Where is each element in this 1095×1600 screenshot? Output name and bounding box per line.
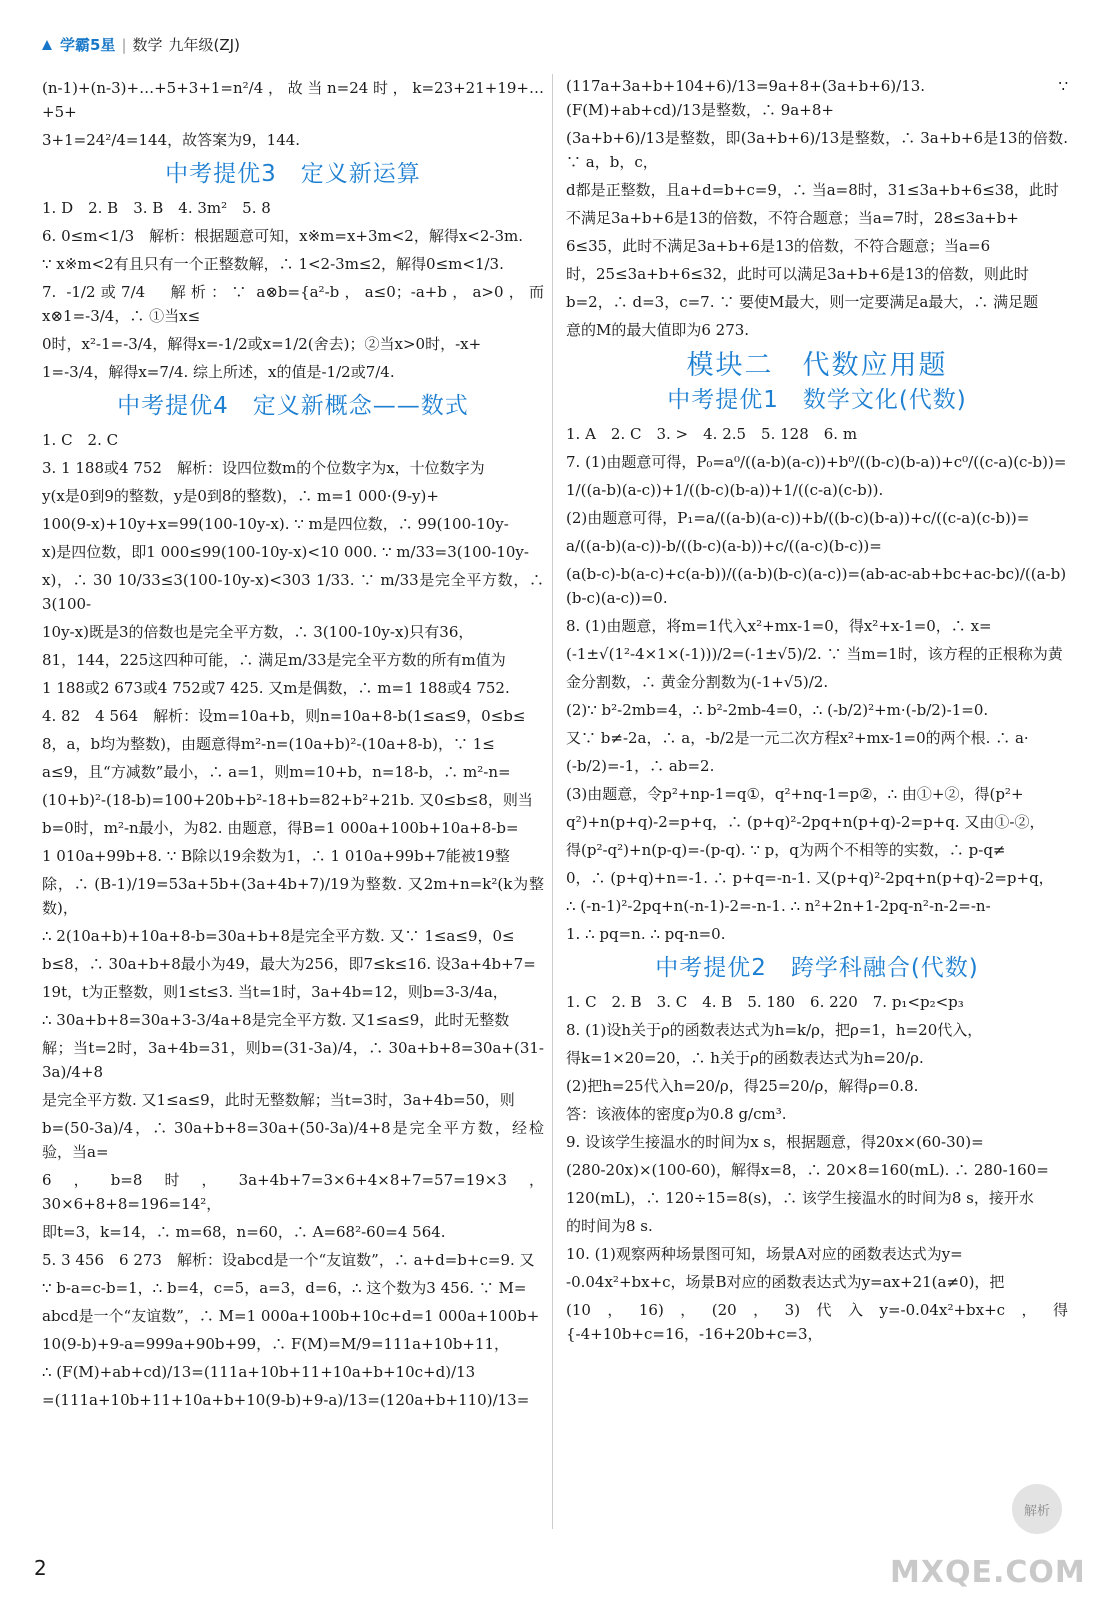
m1-answers: 1. A 2. C 3. > 4. 2.5 5. 128 6. m — [566, 425, 858, 443]
r-line-3: d都是正整数，且a+d=b+c=9，∴ 当a=8时，31≤3a+b+6≤38，此时 — [566, 181, 1059, 199]
r-line-5: 6≤35，此时不满足3a+b+6是13的倍数，不符合题意；当a=6 — [566, 237, 991, 255]
m1-q7-line-3: (2)由题意可得，P₁=a/((a-b)(a-c))+b/((b-c)(b-a))+c/((c-a)(c-b))= — [566, 509, 1030, 527]
m1-q7-line-2: 1/((a-b)(a-c))+1/((b-c)(b-a))+1/((c-a)(c-b)). — [566, 481, 884, 499]
r-line-4: 不满足3a+b+6是13的倍数，不符合题意；当a=7时，28≤3a+b+ — [566, 209, 1019, 227]
s4-q5-line-2: ∵ b-a=c-b=1，∴ b=4，c=5，a=3，d=6，∴ 这个数为3 456. ∵ M= — [42, 1279, 527, 1297]
s4-q4-line-12: 解；当t=2时，3a+4b=31，则b=(31-3a)/4，∴ 30a+b+8=30a+(31-3a)/4+8 — [42, 1039, 544, 1081]
m2-q10-line-2: -0.04x²+bx+c，场景B对应的函数表达式为y=ax+21(a≠0)，把 — [566, 1273, 1005, 1291]
s4-q3-line-6: 10y-x)既是3的倍数也是完全平方数，∴ 3(100-10y-x)只有36， — [42, 623, 474, 641]
answer-stamp: 解析 — [1012, 1484, 1062, 1534]
s4-q3-line-4: x)是四位数，即1 000≤99(100-10y-x)<10 000. ∵ m/33=3(100-10y- — [42, 543, 529, 561]
s4-q4-line-5: b=0时，m²-n最小，为82. 由题意，得B=1 000a+100b+10a+8-b= — [42, 819, 519, 837]
m2-q10-line-1: 10. (1)观察两种场景图可知，场景A对应的函数表达式为y= — [566, 1245, 963, 1263]
s4-q4-line-6: 1 010a+99b+8. ∵ B除以19余数为1，∴ 1 010a+99b+7能被19整 — [42, 847, 510, 865]
s4-answers: 1. C 2. C — [42, 431, 119, 449]
grade-label: 九年级(ZJ) — [168, 36, 240, 54]
column-divider — [552, 74, 553, 1529]
m1-q8-line-6: (-b/2)=-1，∴ ab=2. — [566, 757, 715, 775]
m1-q8-line-3: 金分割数，∴ 黄金分割数为(-1+√5)/2. — [566, 673, 829, 691]
s4-q4-line-13: 是完全平方数. 又1≤a≤9，此时无整数解；当t=3时，3a+4b=50，则 — [42, 1091, 515, 1109]
s3-q7-line-3: 1=-3/4，解得x=7/4. 综上所述，x的值是-1/2或7/4. — [42, 363, 395, 381]
s4-q4-line-8: ∴ 2(10a+b)+10a+8-b=30a+b+8是完全平方数. 又∵ 1≤a≤9，0≤ — [42, 927, 515, 945]
header-separator: | — [121, 35, 127, 54]
s4-q4-line-11: ∴ 30a+b+8=30a+3-3/4a+8是完全平方数. 又1≤a≤9，此时无整数 — [42, 1011, 510, 1029]
m1-q8-line-2: (-1±√(1²-4×1×(-1)))/2=(-1±√5)/2. ∵ 当m=1时，该方程的正根称为黄 — [566, 645, 1063, 663]
section-title-m2: 中考提优2 跨学科融合(代数) — [655, 955, 979, 981]
s4-q5-line-6: =(111a+10b+11+10a+b+10(9-b)+9-a)/13=(120a+b+110)/13= — [42, 1391, 530, 1409]
m1-q8-line-5: 又∵ b≠-2a，∴ a，-b/2是一元二次方程x²+mx-1=0的两个根. ∴ a· — [566, 729, 1029, 747]
page-number: 2 — [34, 1556, 47, 1580]
s4-q4-line-10: 19t，t为正整数，则1≤t≤3. 当t=1时，3a+4b=12，则b=3-3/4a， — [42, 983, 508, 1001]
s3-q7-line-1: 7. -1/2或7/4 解析：∵ a⊗b={a²-b，a≤0；-a+b，a>0，而x⊗1=-3/4，∴ ①当x≤ — [42, 283, 544, 325]
brand-name: 学霸5星 — [60, 36, 116, 54]
m2-q8-line-1: 8. (1)设h关于ρ的函数表达式为h=k/ρ，把ρ=1，h=20代入， — [566, 1021, 983, 1039]
brand-logo-icon — [40, 38, 54, 52]
site-watermark: MXQE.COM — [890, 1555, 1086, 1590]
s4-q4-line-15: 6，b=8时，3a+4b+7=3×6+4×8+7=57=19×3，30×6+8+8=196=14²， — [42, 1171, 544, 1213]
s4-q4-line-1: 4. 82 4 564 解析：设m=10a+b，则n=10a+8-b(1≤a≤9，0≤b≤ — [42, 707, 526, 725]
m2-q9-line-4: 的时间为8 s. — [566, 1217, 653, 1235]
s4-q4-line-7: 除，∴ (B-1)/19=53a+5b+(3a+4b+7)/19为整数. 又2m+n=k²(k为整数)， — [42, 875, 544, 917]
m1-q7-line-5: (a(b-c)-b(a-c)+c(a-b))/((a-b)(b-c)(a-c))=(ab-ac-ab+bc+ac-bc)/((a-b)(b-c)(a-c))=0. — [566, 565, 1067, 607]
subject-label: 数学 — [132, 36, 163, 54]
m1-q8-line-7: (3)由题意，令p²+np-1=q①，q²+nq-1=p②，∴ 由①+②，得(p²+ — [566, 785, 1024, 803]
m2-q8-line-4: 答：该液体的密度ρ为0.8 g/cm³. — [566, 1105, 787, 1123]
s4-q3-line-3: 100(9-x)+10y+x=99(100-10y-x). ∵ m是四位数，∴ 99(100-10y- — [42, 515, 509, 533]
s3-q7-line-2: 0时，x²-1=-3/4，解得x=-1/2或x=1/2(舍去)；②当x>0时，-x+ — [42, 335, 482, 353]
m1-q8-line-1: 8. (1)由题意，将m=1代入x²+mx-1=0，得x²+x-1=0，∴ x= — [566, 617, 992, 635]
m1-q8-line-4: (2)∵ b²-2mb=4，∴ b²-2mb-4=0，∴ (-b/2)²+m·(-b/2)-1=0. — [566, 701, 989, 719]
s4-q3-line-7: 81，144，225这四种可能，∴ 满足m/33是完全平方数的所有m值为 — [42, 651, 506, 669]
m2-q10-line-3: (10，16)，(20，3)代入y=-0.04x²+bx+c，得{-4+10b+c=16，-16+20b+c=3， — [566, 1301, 1068, 1343]
r-line-6: 时，25≤3a+b+6≤32，此时可以满足3a+b+6是13的倍数，则此时 — [566, 265, 1029, 283]
section-title-3: 中考提优3 定义新运算 — [165, 161, 421, 187]
m1-q8-line-12: 1. ∴ pq=n. ∴ pq-n=0. — [566, 925, 726, 943]
s4-q5-line-4: 10(9-b)+9-a=999a+90b+99，∴ F(M)=M/9=111a+10b+11， — [42, 1335, 509, 1353]
section-title-4: 中考提优4 定义新概念——数式 — [117, 393, 469, 419]
s4-q5-line-1: 5. 3 456 6 273 解析：设abcd是一个“友谊数”，∴ a+d=b+c=9. 又 — [42, 1251, 535, 1269]
r-line-8: 意的M的最大值即为6 273. — [566, 321, 750, 339]
r-line-7: b=2，∴ d=3，c=7. ∵ 要使M最大，则一定要满足a最大，∴ 满足题 — [566, 293, 1039, 311]
s4-q4-line-4: (10+b)²-(18-b)=100+20b+b²-18+b=82+b²+21b. 又0≤b≤8，则当 — [42, 791, 533, 809]
m1-q8-line-10: 0，∴ (p+q)+n=-1. ∴ p+q=-n-1. 又(p+q)²-2pq+n(p+q)-2=p+q， — [566, 869, 1054, 887]
m2-answers: 1. C 2. B 3. C 4. B 5. 180 6. 220 7. p₁<p₂<p₃ — [566, 993, 964, 1011]
m2-q8-line-3: (2)把h=25代入h=20/ρ，得25=20/ρ，解得ρ=0.8. — [566, 1077, 919, 1095]
m1-q7-line-1: 7. (1)由题意可得，P₀=a⁰/((a-b)(a-c))+b⁰/((b-c)(b-a))+c⁰/((c-a)(c-b))= — [566, 453, 1067, 471]
right-column — [566, 74, 1068, 1350]
s4-q5-line-3: abcd是一个“友谊数”，∴ M=1 000a+100b+10c+d=1 000a+100b+ — [42, 1307, 540, 1325]
s4-q5-line-5: ∴ (F(M)+ab+cd)/13=(111a+10b+11+10a+b+10c+d)/13 — [42, 1363, 476, 1381]
s4-q4-line-2: 8，a，b均为整数)，由题意得m²-n=(10a+b)²-(10a+8-b)，∵ 1≤ — [42, 735, 495, 753]
r-line-1: (117a+3a+b+104+6)/13=9a+8+(3a+b+6)/13. ∵ (F(M)+ab+cd)/13是整数，∴ 9a+8+ — [566, 77, 1068, 119]
m1-q7-line-4: a/((a-b)(a-c))-b/((b-c)(a-b))+c/((a-c)(b-c))= — [566, 537, 882, 555]
s4-q4-line-9: b≤8，∴ 30a+b+8最小为49，最大为256，即7≤k≤16. 设3a+4b+7= — [42, 955, 536, 973]
r-line-2: (3a+b+6)/13是整数，即(3a+b+6)/13是整数，∴ 3a+b+6是13的倍数. ∵ a，b，c， — [566, 129, 1068, 171]
intro-line-1: (n-1)+(n-3)+…+5+3+1=n²/4，故当n=24时，k=23+21+19+…+5+ — [42, 79, 544, 121]
s4-q3-line-5: x)，∴ 30 10/33≤3(100-10y-x)<303 1/33. ∵ m/33是完全平方数，∴ 3(100- — [42, 571, 544, 613]
s4-q4-line-14: b=(50-3a)/4，∴ 30a+b+8=30a+(50-3a)/4+8是完全平方数，经检验，当a= — [42, 1119, 544, 1161]
s4-q4-line-3: a≤9，且“方减数”最小，∴ a=1，则m=10+b，n=18-b，∴ m²-n= — [42, 763, 511, 781]
m2-q9-line-1: 9. 设该学生接温水的时间为x s，根据题意，得20x×(60-30)= — [566, 1133, 984, 1151]
running-header — [40, 34, 240, 55]
m1-q8-line-8: q²)+n(p+q)-2=p+q，∴ (p+q)²-2pq+n(p+q)-2=p+q. 又由①-②， — [566, 813, 1045, 831]
s4-q3-line-8: 1 188或2 673或4 752或7 425. 又m是偶数，∴ m=1 188或4 752. — [42, 679, 510, 697]
intro-line-2: 3+1=24²/4=144，故答案为9，144. — [42, 131, 301, 149]
s4-q3-line-1: 3. 1 188或4 752 解析：设四位数m的个位数字为x，十位数字为 — [42, 459, 485, 477]
left-column — [42, 76, 544, 1416]
m1-q8-line-11: ∴ (-n-1)²-2pq+n(-n-1)-2=-n-1. ∴ n²+2n+1-2pq-n²-n-2=-n- — [566, 897, 991, 915]
m2-q9-line-2: (280-20x)×(100-60)，解得x=8，∴ 20×8=160(mL). ∴ 280-160= — [566, 1161, 1049, 1179]
m1-q8-line-9: 得(p²-q²)+n(p-q)=-(p-q). ∵ p，q为两个不相等的实数，∴ p-q≠ — [566, 841, 1006, 859]
m2-q8-line-2: 得k=1×20=20，∴ h关于ρ的函数表达式为h=20/ρ. — [566, 1049, 924, 1067]
s4-q3-line-2: y(x是0到9的整数，y是0到8的整数)，∴ m=1 000·(9-y)+ — [42, 487, 439, 505]
section-title-m1: 中考提优1 数学文化(代数) — [667, 387, 967, 413]
s3-answers: 1. D 2. B 3. B 4. 3m² 5. 8 — [42, 199, 271, 217]
m2-q9-line-3: 120(mL)，∴ 120÷15=8(s)，∴ 该学生接温水的时间为8 s，接开水 — [566, 1189, 1034, 1207]
s3-q6-line-2: ∵ x※m<2有且只有一个正整数解，∴ 1<2-3m≤2，解得0≤m<1/3. — [42, 255, 504, 273]
s4-q4-line-16: 即t=3，k=14，∴ m=68，n=60，∴ A=68²-60=4 564. — [42, 1223, 446, 1241]
s3-q6-line-1: 6. 0≤m<1/3 解析：根据题意可知，x※m=x+3m<2，解得x<2-3m. — [42, 227, 524, 245]
module-title-2: 模块二 代数应用题 — [686, 350, 948, 381]
